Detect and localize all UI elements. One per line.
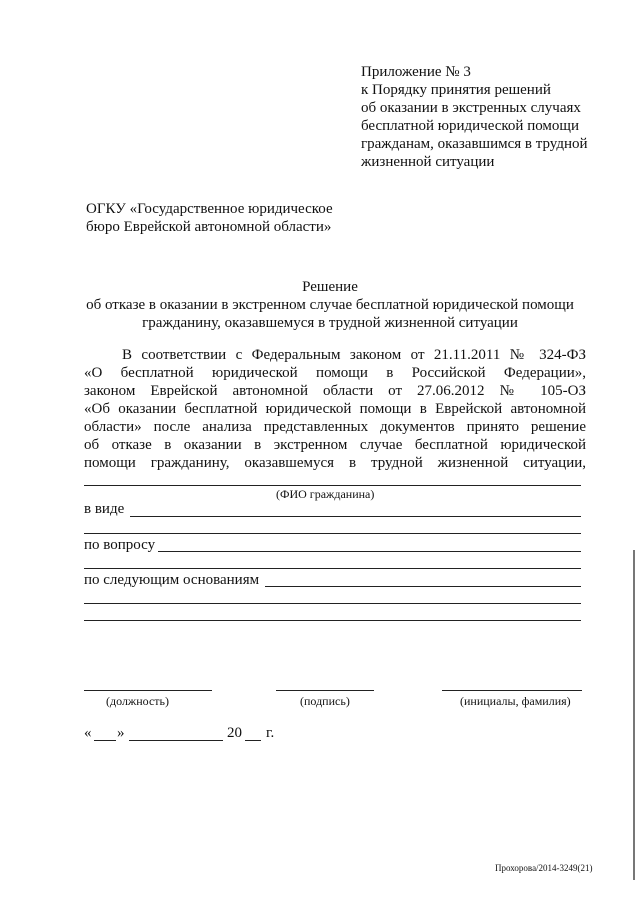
grounds-field-line[interactable] [265,586,581,587]
position-field-line[interactable] [84,690,212,691]
signature-field-line[interactable] [276,690,374,691]
date-open-quote: « [84,725,92,741]
position-caption: (должность) [106,694,169,708]
appendix-line: к Порядку принятия решений [361,82,551,98]
decision-heading [80,278,580,332]
document-code: Прохорова/2014-3249(21) [495,863,593,873]
appendix-line: бесплатной юридической помощи [361,118,580,134]
initials-caption: (инициалы, фамилия) [460,694,571,708]
signature-caption: (подпись) [300,694,350,708]
organization-line: бюро Еврейской автономной области» [86,219,332,235]
decision-subtitle-line: об отказе в оказании в экстренном случае бесплатной юридической помощи [86,297,574,313]
body-line: помощи гражданину, оказавшемуся в трудной жизненной ситуации, [84,455,586,471]
in-form-field-line[interactable] [130,516,581,517]
question-field-line[interactable] [158,551,581,552]
appendix-line: гражданам, оказавшимся в трудной [361,136,588,152]
in-form-field-line-2[interactable] [84,533,581,534]
appendix-line: Приложение № 3 [361,64,471,80]
date-year-prefix: 20 [227,725,242,741]
body-line: области» после анализа представленных документов принято решение [84,419,586,435]
date-day-field[interactable] [94,740,116,741]
organization-line: ОГКУ «Государственное юридическое [86,201,333,217]
fio-caption: (ФИО гражданина) [276,487,375,501]
question-field-line-2[interactable] [84,568,581,569]
question-label: по вопросу [84,537,156,553]
decision-title: Решение [302,279,358,295]
appendix-line: жизненной ситуации [361,154,495,170]
decision-subtitle-line: гражданину, оказавшемуся в трудной жизненной ситуации [142,315,518,331]
grounds-field-line-3[interactable] [84,620,581,621]
date-year-suffix: г. [266,725,275,741]
date-close-quote: » [117,725,125,741]
fio-field-line[interactable] [84,485,581,486]
body-line: законом Еврейской автономной области от 27.06.2012 № 105-ОЗ [84,383,586,399]
decision-body [84,346,586,472]
body-line: «Об оказании бесплатной юридической помощи в Еврейской автономной [84,401,586,417]
initials-field-line[interactable] [442,690,582,691]
date-month-field[interactable] [129,740,223,741]
body-line: «О бесплатной юридической помощи в Российской Федерации», [84,365,586,381]
grounds-field-line-2[interactable] [84,603,581,604]
grounds-label: по следующим основаниям [84,572,260,588]
appendix-reference [361,63,621,171]
organization-name [86,200,333,236]
date-year-field[interactable] [245,740,261,741]
body-line: В соответствии с Федеральным законом от 21.11.2011 № 324-ФЗ [122,347,586,363]
scan-edge-mark [633,550,635,880]
appendix-line: об оказании в экстренных случаях [361,100,581,116]
body-line: об отказе в оказании в экстренном случае бесплатной юридической [84,437,586,453]
in-form-label: в виде [84,501,125,517]
